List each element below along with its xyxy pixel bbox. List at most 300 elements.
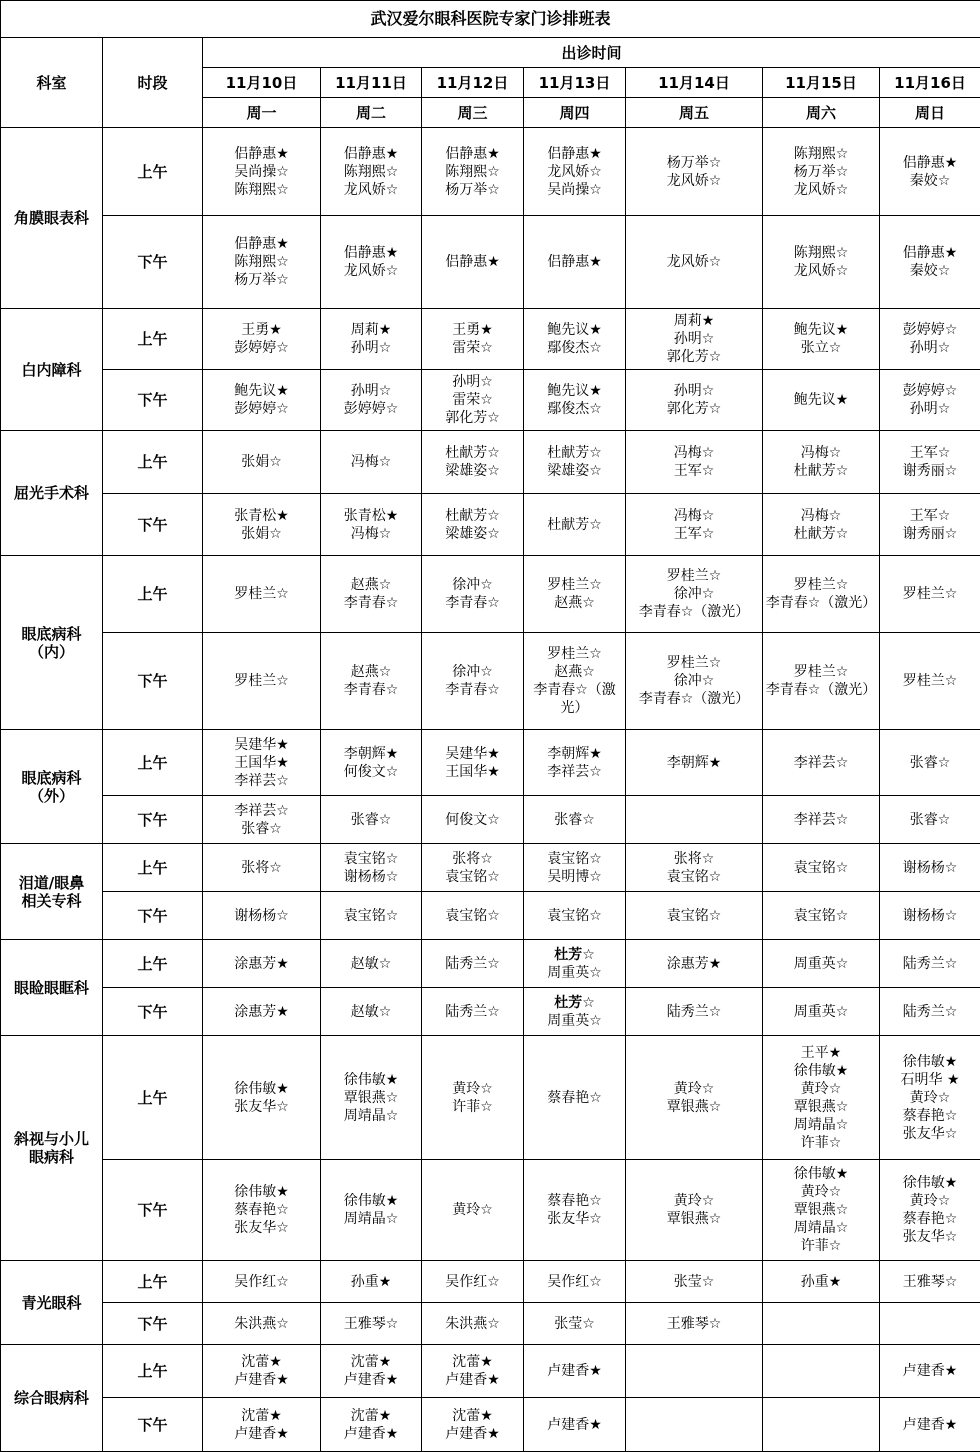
doctor-name: 徐伟敏★ xyxy=(765,1165,877,1183)
schedule-cell xyxy=(524,431,626,494)
schedule-cell xyxy=(422,370,524,431)
department-name: 斜视与小儿 眼病科 xyxy=(1,1036,103,1261)
doctor-name: 袁宝铭☆ xyxy=(323,850,419,868)
schedule-cell xyxy=(422,730,524,796)
schedule-cell xyxy=(321,633,422,730)
schedule-cell xyxy=(321,370,422,431)
doctor-name: 黄玲☆ xyxy=(424,1080,521,1098)
doctor-name: 卢建香★ xyxy=(882,1362,978,1380)
schedule-cell xyxy=(524,494,626,556)
doctor-name: 王军☆ xyxy=(628,525,760,543)
schedule-row xyxy=(1,494,980,556)
schedule-cell xyxy=(203,1345,321,1398)
schedule-cell xyxy=(763,730,880,796)
doctor-name: 杜芳☆ xyxy=(526,946,623,964)
schedule-cell xyxy=(203,730,321,796)
doctor-name: 侣静惠★ xyxy=(205,145,318,163)
schedule-cell xyxy=(626,494,763,556)
schedule-cell xyxy=(422,556,524,633)
period-label: 上午 xyxy=(103,1036,203,1160)
doctor-name: 罗桂兰☆ xyxy=(205,672,318,690)
doctor-name: 罗桂兰☆ xyxy=(526,576,623,594)
doctor-name: 谢杨杨☆ xyxy=(205,907,318,925)
schedule-cell xyxy=(880,796,980,844)
doctor-name: 杜献芳☆ xyxy=(765,525,877,543)
schedule-cell xyxy=(321,844,422,892)
doctor-name: 王勇★ xyxy=(205,321,318,339)
doctor-name: 罗桂兰☆ xyxy=(628,654,760,672)
schedule-cell xyxy=(880,988,980,1036)
schedule-cell xyxy=(763,1303,880,1345)
doctor-name: 鲍先议★ xyxy=(765,391,877,409)
doctor-name: 冯梅☆ xyxy=(628,507,760,525)
schedule-cell xyxy=(321,1303,422,1345)
weekday-header: 周一 xyxy=(203,98,321,128)
doctor-name: 卢建香★ xyxy=(526,1416,623,1434)
period-label: 上午 xyxy=(103,730,203,796)
period-label: 下午 xyxy=(103,633,203,730)
schedule-cell xyxy=(626,1345,763,1398)
doctor-name: 赵燕☆ xyxy=(526,594,623,612)
period-header: 时段 xyxy=(103,38,203,128)
doctor-name: 周靖晶☆ xyxy=(765,1116,877,1134)
schedule-cell xyxy=(524,216,626,309)
schedule-cell xyxy=(321,1160,422,1261)
doctor-name: 郭化芳☆ xyxy=(424,409,521,427)
schedule-cell xyxy=(524,1345,626,1398)
schedule-cell xyxy=(203,844,321,892)
schedule-cell xyxy=(626,1261,763,1303)
doctor-name: 张睿☆ xyxy=(205,820,318,838)
date-header: 11月10日 xyxy=(203,68,321,98)
doctor-name: 张友华☆ xyxy=(205,1098,318,1116)
doctor-name: 徐冲☆ xyxy=(628,585,760,603)
doctor-name: 朱洪燕☆ xyxy=(424,1315,521,1333)
schedule-row xyxy=(1,1261,980,1303)
schedule-row xyxy=(1,730,980,796)
schedule-cell xyxy=(422,1261,524,1303)
doctor-name: 杜芳☆ xyxy=(526,994,623,1012)
doctor-name: 冯梅☆ xyxy=(323,525,419,543)
schedule-cell xyxy=(203,1160,321,1261)
doctor-name: 郭化芳☆ xyxy=(628,400,760,418)
weekday-header: 周三 xyxy=(422,98,524,128)
doctor-name: 吴建华★ xyxy=(205,736,318,754)
period-label: 下午 xyxy=(103,796,203,844)
schedule-cell xyxy=(880,216,980,309)
doctor-name: 杨万举☆ xyxy=(424,181,521,199)
doctor-name: 冯梅☆ xyxy=(765,507,877,525)
doctor-name: 冯梅☆ xyxy=(765,444,877,462)
schedule-cell xyxy=(763,128,880,216)
doctor-name: 黄玲☆ xyxy=(882,1089,978,1107)
schedule-row xyxy=(1,1398,980,1452)
schedule-cell xyxy=(626,1303,763,1345)
doctor-name: 侣静惠★ xyxy=(323,244,419,262)
schedule-cell xyxy=(524,1160,626,1261)
doctor-name: 李青春☆（激光） xyxy=(628,690,760,708)
schedule-cell xyxy=(203,892,321,940)
doctor-name: 杨万举☆ xyxy=(628,154,760,172)
schedule-cell xyxy=(880,494,980,556)
doctor-name: 周靖晶☆ xyxy=(765,1219,877,1237)
doctor-name: 侣静惠★ xyxy=(323,145,419,163)
schedule-cell xyxy=(626,940,763,988)
doctor-name: 陈翔熙☆ xyxy=(205,181,318,199)
date-header: 11月14日 xyxy=(626,68,763,98)
schedule-row xyxy=(1,431,980,494)
doctor-name: 何俊文☆ xyxy=(424,811,521,829)
doctor-name: 蔡春艳☆ xyxy=(882,1107,978,1125)
doctor-name: 黄玲☆ xyxy=(765,1183,877,1201)
doctor-name: 雷荣☆ xyxy=(424,339,521,357)
schedule-cell xyxy=(321,892,422,940)
schedule-cell xyxy=(422,633,524,730)
doctor-name: 许菲☆ xyxy=(765,1134,877,1152)
doctor-name: 黄玲☆ xyxy=(882,1192,978,1210)
schedule-cell xyxy=(524,370,626,431)
doctor-name: 张娟☆ xyxy=(205,525,318,543)
schedule-cell xyxy=(626,1398,763,1452)
doctor-name: 卢建香★ xyxy=(323,1425,419,1443)
date-header: 11月15日 xyxy=(763,68,880,98)
doctor-name: 李祥芸☆ xyxy=(205,772,318,790)
doctor-name: 李祥芸☆ xyxy=(765,811,877,829)
doctor-name: 梁雄姿☆ xyxy=(526,462,623,480)
doctor-name: 杨万举☆ xyxy=(205,271,318,289)
doctor-name: 张立☆ xyxy=(765,339,877,357)
doctor-name: 孙明☆ xyxy=(882,400,978,418)
doctor-name: 陆秀兰☆ xyxy=(882,955,978,973)
doctor-name: 孙明☆ xyxy=(628,330,760,348)
schedule-cell xyxy=(626,1160,763,1261)
doctor-name: 罗桂兰☆ xyxy=(882,585,978,603)
doctor-name: 侣静惠★ xyxy=(526,253,623,271)
schedule-cell xyxy=(321,128,422,216)
schedule-cell xyxy=(524,1261,626,1303)
schedule-cell xyxy=(321,940,422,988)
schedule-row xyxy=(1,1303,980,1345)
doctor-name: 杜献芳☆ xyxy=(765,462,877,480)
schedule-cell xyxy=(203,309,321,370)
doctor-name: 鄢俊杰☆ xyxy=(526,400,623,418)
schedule-cell xyxy=(203,370,321,431)
doctor-name: 冯梅☆ xyxy=(323,453,419,471)
schedule-cell xyxy=(524,633,626,730)
doctor-name: 陈翔熙☆ xyxy=(205,253,318,271)
doctor-name: 吴建华★ xyxy=(424,745,521,763)
schedule-cell xyxy=(422,1160,524,1261)
schedule-cell xyxy=(880,1261,980,1303)
doctor-name: 王雅琴☆ xyxy=(882,1273,978,1291)
schedule-cell xyxy=(321,988,422,1036)
doctor-name: 陈翔熙☆ xyxy=(424,163,521,181)
doctor-name: 徐冲☆ xyxy=(424,663,521,681)
doctor-name: 赵燕☆ xyxy=(323,663,419,681)
doctor-name: 秦姣☆ xyxy=(882,262,978,280)
schedule-cell xyxy=(422,128,524,216)
schedule-cell xyxy=(524,988,626,1036)
period-label: 下午 xyxy=(103,988,203,1036)
doctor-name: 王雅琴☆ xyxy=(323,1315,419,1333)
doctor-name: 龙风娇☆ xyxy=(628,253,760,271)
schedule-cell xyxy=(626,370,763,431)
schedule-row xyxy=(1,844,980,892)
department-name: 屈光手术科 xyxy=(1,431,103,556)
doctor-name: 侣静惠★ xyxy=(882,154,978,172)
schedule-cell xyxy=(626,309,763,370)
schedule-cell xyxy=(626,431,763,494)
schedule-row xyxy=(1,128,980,216)
schedule-cell xyxy=(422,216,524,309)
doctor-name: 李青春☆（激光） xyxy=(765,594,877,612)
doctor-name: 梁雄姿☆ xyxy=(424,462,521,480)
schedule-cell xyxy=(880,940,980,988)
doctor-name: 罗桂兰☆ xyxy=(765,663,877,681)
doctor-name: 沈蕾★ xyxy=(323,1353,419,1371)
schedule-cell xyxy=(422,1345,524,1398)
doctor-name: 李朝辉★ xyxy=(323,745,419,763)
doctor-name: 袁宝铭☆ xyxy=(323,907,419,925)
doctor-name: 张友华☆ xyxy=(882,1125,978,1143)
weekday-header: 周日 xyxy=(880,98,980,128)
doctor-name: 袁宝铭☆ xyxy=(765,907,877,925)
schedule-cell xyxy=(880,1398,980,1452)
doctor-name: 张友华☆ xyxy=(882,1228,978,1246)
doctor-name: 覃银燕☆ xyxy=(765,1201,877,1219)
doctor-name: 李祥芸☆ xyxy=(205,802,318,820)
doctor-name: 郭化芳☆ xyxy=(628,348,760,366)
doctor-name: 罗桂兰☆ xyxy=(765,576,877,594)
doctor-name: 沈蕾★ xyxy=(205,1407,318,1425)
schedule-cell xyxy=(203,1261,321,1303)
doctor-name: 李青春☆ xyxy=(424,594,521,612)
doctor-name: 彭婷婷☆ xyxy=(882,321,978,339)
schedule-cell xyxy=(626,633,763,730)
doctor-name: 涂惠芳★ xyxy=(205,955,318,973)
schedule-cell xyxy=(203,494,321,556)
schedule-row xyxy=(1,1160,980,1261)
doctor-name: 杜献芳☆ xyxy=(526,516,623,534)
schedule-cell xyxy=(524,940,626,988)
doctor-name: 周重英☆ xyxy=(526,1012,623,1030)
doctor-name: 黄玲☆ xyxy=(424,1201,521,1219)
period-label: 上午 xyxy=(103,128,203,216)
doctor-name: 张莹☆ xyxy=(526,1315,623,1333)
date-header: 11月16日 xyxy=(880,68,980,98)
schedule-cell xyxy=(203,1398,321,1452)
doctor-name: 孙明☆ xyxy=(323,339,419,357)
schedule-cell xyxy=(321,1261,422,1303)
schedule-cell xyxy=(880,892,980,940)
department-name: 综合眼病科 xyxy=(1,1345,103,1452)
schedule-cell xyxy=(321,309,422,370)
schedule-cell xyxy=(321,1345,422,1398)
doctor-name: 吴尚操☆ xyxy=(526,181,623,199)
doctor-name: 赵燕☆ xyxy=(323,576,419,594)
schedule-cell xyxy=(524,844,626,892)
doctor-name: 吴作红☆ xyxy=(526,1273,623,1291)
doctor-name: 罗桂兰☆ xyxy=(882,672,978,690)
doctor-name: 吴作红☆ xyxy=(205,1273,318,1291)
doctor-name: 梁雄姿☆ xyxy=(424,525,521,543)
doctor-name: 罗桂兰☆ xyxy=(205,585,318,603)
doctor-name: 张娟☆ xyxy=(205,453,318,471)
schedule-cell xyxy=(422,1303,524,1345)
schedule-row xyxy=(1,633,980,730)
schedule-cell xyxy=(422,431,524,494)
doctor-name: 王平★ xyxy=(765,1044,877,1062)
date-header: 11月11日 xyxy=(321,68,422,98)
doctor-name: 龙风娇☆ xyxy=(526,163,623,181)
doctor-name: 朱洪燕☆ xyxy=(205,1315,318,1333)
doctor-name: 覃银燕☆ xyxy=(628,1210,760,1228)
doctor-name: 张将☆ xyxy=(205,859,318,877)
department-name: 青光眼科 xyxy=(1,1261,103,1345)
period-label: 下午 xyxy=(103,1303,203,1345)
schedule-cell xyxy=(321,216,422,309)
period-label: 上午 xyxy=(103,844,203,892)
schedule-cell xyxy=(763,1160,880,1261)
doctor-name: 李青春☆ xyxy=(424,681,521,699)
schedule-cell xyxy=(422,1398,524,1452)
doctor-name: 龙风娇☆ xyxy=(765,262,877,280)
doctor-name: 袁宝铭☆ xyxy=(424,907,521,925)
period-label: 下午 xyxy=(103,494,203,556)
doctor-name: 沈蕾★ xyxy=(205,1353,318,1371)
schedule-cell xyxy=(422,988,524,1036)
period-label: 上午 xyxy=(103,940,203,988)
doctor-name: 何俊文☆ xyxy=(323,763,419,781)
doctor-name: 卢建香★ xyxy=(424,1371,521,1389)
doctor-name: 孙明☆ xyxy=(424,373,521,391)
doctor-name: 周莉★ xyxy=(628,312,760,330)
schedule-cell xyxy=(763,892,880,940)
doctor-name: 覃银燕☆ xyxy=(323,1089,419,1107)
doctor-name: 王雅琴☆ xyxy=(628,1315,760,1333)
doctor-name: 鄢俊杰☆ xyxy=(526,339,623,357)
doctor-name: 徐伟敏★ xyxy=(205,1183,318,1201)
doctor-name: 卢建香★ xyxy=(424,1425,521,1443)
doctor-name: 周重英☆ xyxy=(765,955,877,973)
doctor-name: 沈蕾★ xyxy=(424,1407,521,1425)
doctor-name: 李青春☆ xyxy=(323,681,419,699)
period-label: 上午 xyxy=(103,431,203,494)
doctor-name: 袁宝铭☆ xyxy=(628,907,760,925)
doctor-name: 陆秀兰☆ xyxy=(882,1003,978,1021)
doctor-name: 袁宝铭☆ xyxy=(628,868,760,886)
doctor-name: 沈蕾★ xyxy=(323,1407,419,1425)
schedule-row xyxy=(1,892,980,940)
doctor-name: 张莹☆ xyxy=(628,1273,760,1291)
doctor-name: 黄玲☆ xyxy=(765,1080,877,1098)
schedule-cell xyxy=(626,128,763,216)
doctor-name: 张睿☆ xyxy=(526,811,623,829)
weekday-header: 周六 xyxy=(763,98,880,128)
schedule-cell xyxy=(524,796,626,844)
doctor-name: 张睿☆ xyxy=(882,754,978,772)
doctor-name: 周重英☆ xyxy=(526,964,623,982)
dept-header: 科室 xyxy=(1,38,103,128)
schedule-cell xyxy=(763,556,880,633)
schedule-cell xyxy=(203,431,321,494)
doctor-name: 袁宝铭☆ xyxy=(526,850,623,868)
schedule-cell xyxy=(763,309,880,370)
doctor-name: 孙明☆ xyxy=(628,382,760,400)
doctor-name: 卢建香★ xyxy=(526,1362,623,1380)
schedule-row xyxy=(1,940,980,988)
doctor-name: 张将☆ xyxy=(424,850,521,868)
doctor-name: 雷荣☆ xyxy=(424,391,521,409)
schedule-cell xyxy=(524,128,626,216)
doctor-name: 徐伟敏★ xyxy=(882,1174,978,1192)
doctor-name: 杜献芳☆ xyxy=(424,507,521,525)
schedule-row xyxy=(1,216,980,309)
doctor-name: 陆秀兰☆ xyxy=(424,955,521,973)
schedule-cell xyxy=(524,892,626,940)
schedule-cell xyxy=(880,1303,980,1345)
schedule-cell xyxy=(880,1160,980,1261)
period-label: 下午 xyxy=(103,1398,203,1452)
schedule-cell xyxy=(880,128,980,216)
schedule-cell xyxy=(203,988,321,1036)
doctor-name: 李青春☆（激光） xyxy=(526,681,623,717)
time-header: 出诊时间 xyxy=(203,38,980,68)
weekday-header: 周四 xyxy=(524,98,626,128)
schedule-cell xyxy=(763,1345,880,1398)
doctor-name: 张睿☆ xyxy=(882,811,978,829)
schedule-cell xyxy=(422,1036,524,1160)
doctor-name: 龙风娇☆ xyxy=(323,262,419,280)
date-header: 11月12日 xyxy=(422,68,524,98)
schedule-cell xyxy=(763,633,880,730)
doctor-name: 陈翔熙☆ xyxy=(765,145,877,163)
schedule-cell xyxy=(763,370,880,431)
schedule-cell xyxy=(763,796,880,844)
schedule-cell xyxy=(880,1036,980,1160)
doctor-name: 侣静惠★ xyxy=(205,235,318,253)
doctor-name: 涂惠芳★ xyxy=(205,1003,318,1021)
schedule-cell xyxy=(880,1345,980,1398)
schedule-cell xyxy=(763,1036,880,1160)
doctor-name: 秦姣☆ xyxy=(882,172,978,190)
schedule-cell xyxy=(763,431,880,494)
schedule-cell xyxy=(321,730,422,796)
schedule-cell xyxy=(880,370,980,431)
schedule-cell xyxy=(422,494,524,556)
doctor-name: 张友华☆ xyxy=(526,1210,623,1228)
doctor-name: 周靖晶☆ xyxy=(323,1210,419,1228)
doctor-name: 李祥芸☆ xyxy=(526,763,623,781)
doctor-name: 卢建香★ xyxy=(323,1371,419,1389)
doctor-name: 徐伟敏★ xyxy=(323,1192,419,1210)
doctor-name: 徐伟敏★ xyxy=(882,1053,978,1071)
doctor-name: 谢秀丽☆ xyxy=(882,525,978,543)
doctor-name: 王军☆ xyxy=(882,444,978,462)
schedule-cell xyxy=(203,1303,321,1345)
schedule-cell xyxy=(626,988,763,1036)
doctor-name: 张青松★ xyxy=(205,507,318,525)
schedule-cell xyxy=(321,556,422,633)
doctor-name: 王勇★ xyxy=(424,321,521,339)
schedule-cell xyxy=(203,940,321,988)
schedule-cell xyxy=(524,1036,626,1160)
weekday-header: 周二 xyxy=(321,98,422,128)
doctor-name: 陆秀兰☆ xyxy=(424,1003,521,1021)
schedule-cell xyxy=(880,730,980,796)
doctor-name: 王国华★ xyxy=(424,763,521,781)
doctor-name: 卢建香★ xyxy=(205,1371,318,1389)
